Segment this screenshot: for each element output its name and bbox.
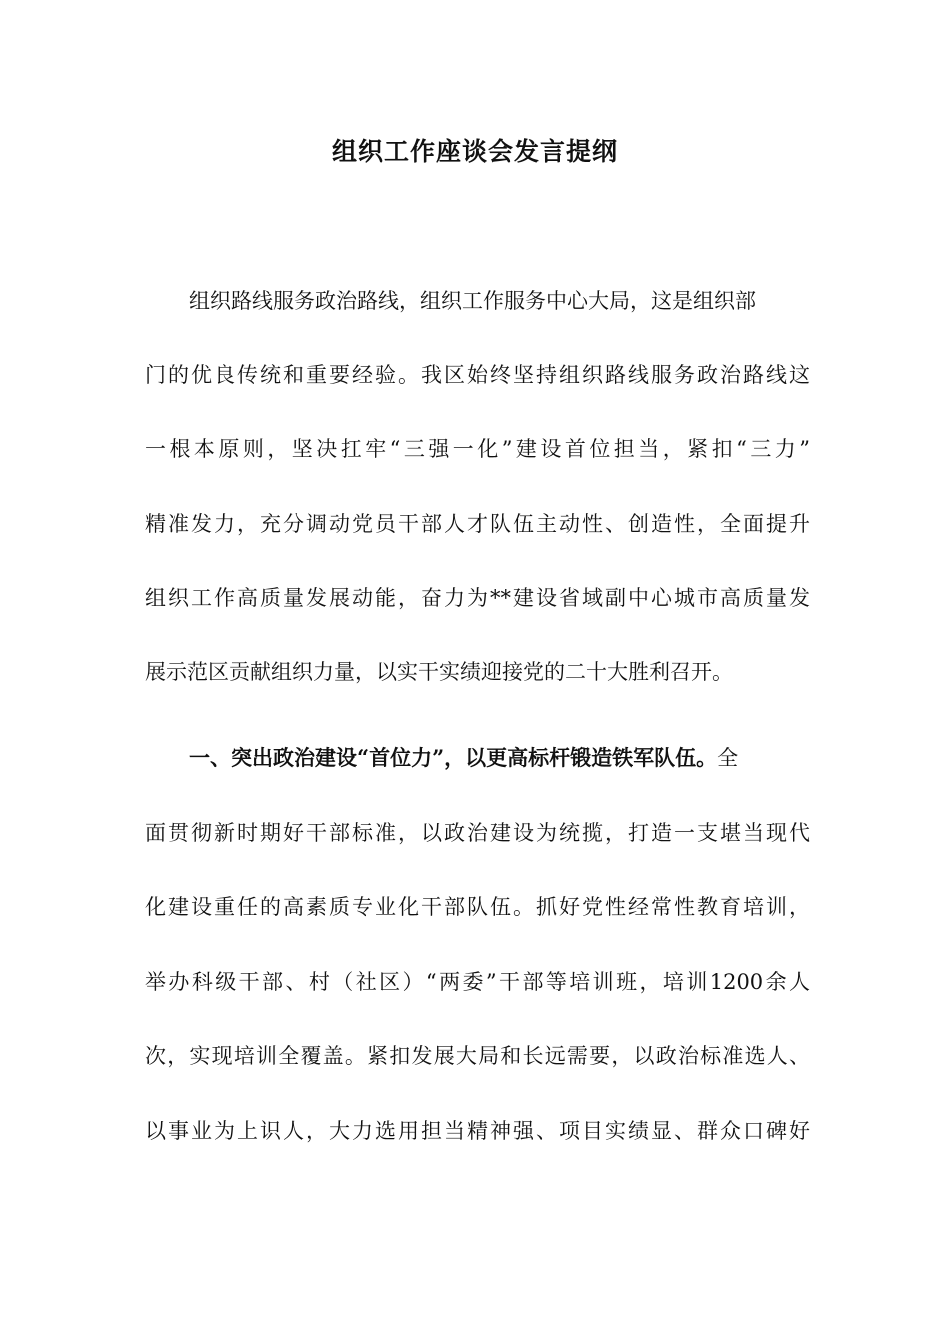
- paragraph-line: 组织路线服务政治路线，组织工作服务中心大局，这是组织部: [189, 289, 756, 313]
- paragraph-line: 以事业为上识人，大力选用担当精神强、项目实绩显、群众口碑好: [145, 1119, 810, 1143]
- paragraph-line: 门的优良传统和重要经验。我区始终坚持组织路线服务政治路线这: [145, 363, 810, 387]
- section-heading-tail: 全: [717, 746, 739, 770]
- paragraph-line: 展示范区贡献组织力量，以实干实绩迎接党的二十大胜利召开。: [145, 660, 733, 684]
- paragraph-line: 化建设重任的高素质专业化干部队伍。抓好党性经常性教育培训，: [145, 895, 810, 919]
- document-title: 组织工作座谈会发言提纲: [331, 137, 618, 166]
- paragraph-line: 举办科级干部、村（社区）“两委”干部等培训班，培训1200余人: [145, 970, 810, 994]
- paragraph-line: 精准发力，充分调动党员干部人才队伍主动性、创造性，全面提升: [145, 512, 810, 536]
- paragraph-line: 一根本原则，坚决扛牢“三强一化”建设首位担当，紧扣“三力”: [145, 437, 810, 461]
- section-heading: 一、突出政治建设“首位力”，以更高标杆锻造铁军队伍。: [189, 745, 718, 770]
- paragraph-line: 组织工作高质量发展动能，奋力为**建设省域副中心城市高质量发: [145, 586, 810, 610]
- paragraph-line: 次，实现培训全覆盖。紧扣发展大局和长远需要，以政治标准选人、: [145, 1044, 810, 1068]
- section-heading-line: [189, 743, 810, 773]
- paragraph-line: 面贯彻新时期好干部标准，以政治建设为统揽，打造一支堪当现代: [145, 821, 810, 845]
